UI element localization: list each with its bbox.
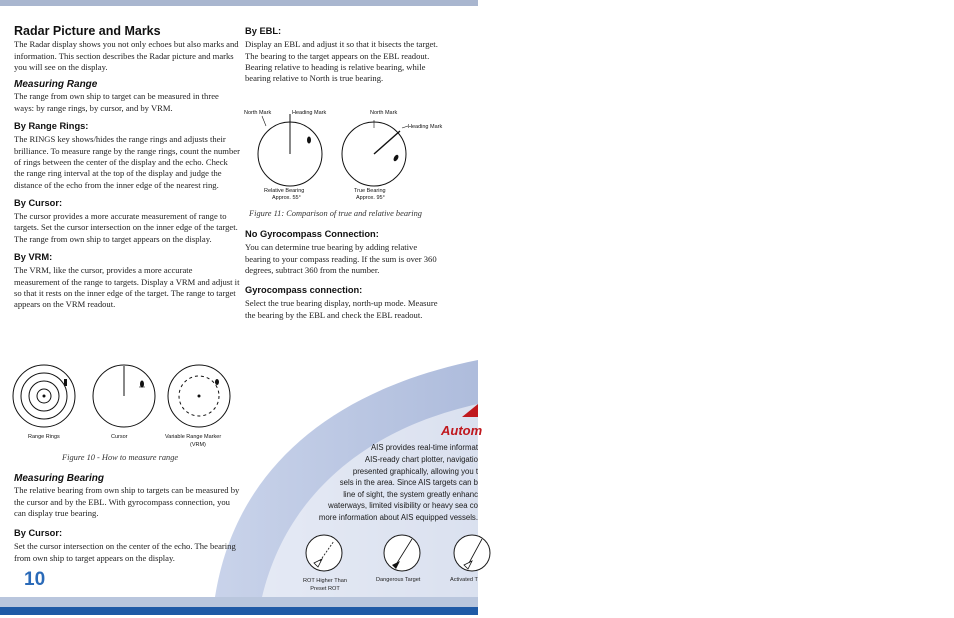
cursor-label: Cursor (111, 434, 128, 440)
dangerous-target-label: Dangerous Target (376, 577, 421, 583)
relative-bearing-diagram (244, 110, 326, 201)
gyro-text: Select the true bearing display, north-up mode. Measure the bearing by the EBL and check the EBL readout. (245, 298, 438, 320)
right-column-lower (245, 229, 445, 321)
rot-higher-label (301, 577, 349, 593)
left-column-lower (14, 473, 240, 564)
figure-11-caption: Figure 11: Comparison of true and relative bearing (249, 209, 422, 218)
vrm-text: The VRM, like the cursor, provides a more accurate measurement of the range to targets. Display a VRM and adjust it so that it rests on the inner edge of the target. The range to target appears on the VRM readout. (14, 265, 240, 310)
ais-line-3: presented graphically, allowing you t (352, 467, 478, 476)
figure-10-diagram (10, 362, 240, 452)
relative-bearing-label: Relative Bearing (264, 188, 305, 194)
vrm-abbrev-label: (VRM) (190, 442, 206, 448)
intro-text: The Radar display shows you not only echoes but also marks and information. This section describes the Radar picture and marks you will see on the display. (14, 39, 239, 72)
ais-line-2: AIS-ready chart plotter, navigatio (364, 455, 478, 464)
ais-line-7: more information about AIS equipped vessels. (318, 513, 478, 522)
ais-line-1: AIS provides real-time informat (370, 443, 478, 452)
north-mark-label-2: North Mark (370, 110, 398, 116)
measuring-range-text: The range from own ship to target can be measured in three ways: by range rings, by cursor, and by VRM. (14, 91, 219, 113)
ebl-text: Display an EBL and adjust it so that it bisects the target. The bearing to the target appears on the EBL readout. Bearing relative to heading is relative bearing, while bearing relative to North is true bearing. (245, 39, 438, 84)
rot-higher-icon (306, 535, 342, 571)
ais-icons (300, 533, 478, 583)
heading-mark-label-1: Heading Mark (292, 110, 327, 116)
measuring-range-heading: Measuring Range (14, 79, 98, 91)
ais-line-6: waterways, limited visibility or heavy sea co (328, 501, 478, 510)
cursor-text: The cursor provides a more accurate measurement of range to targets. Set the cursor intersection on the inner edge of the target. The range from own ship to target appears on the display. (14, 211, 238, 244)
page-number: 10 (24, 569, 46, 590)
range-rings-text: The RINGS key shows/hides the range rings and adjusts their brilliance. To measure range by the range rings, count the number of rings between the center of the display and the echo. Check the range ring interval at the top of the display and judge the distance of the echo from the inner edge of the nearest ring. (14, 134, 240, 190)
range-rings-label: Range Rings (28, 434, 60, 440)
ebl-heading: By EBL: (245, 26, 282, 36)
ais-line-5: line of sight, the system greatly enhanc (343, 490, 478, 499)
rot-higher-label-2: Preset ROT (310, 586, 340, 592)
true-bearing-diagram (342, 110, 442, 201)
heading-mark-label-2: Heading Mark (408, 124, 443, 130)
right-column-top (245, 26, 445, 84)
gyro-heading: Gyrocompass connection: (245, 285, 363, 296)
echo-icon (64, 379, 67, 386)
section-title: Radar Picture and Marks (14, 24, 161, 38)
dangerous-target-icon (384, 535, 420, 571)
rot-higher-label-1: ROT Higher Than (303, 578, 347, 584)
relative-approx-label: Approx. 55° (272, 195, 301, 201)
left-column (14, 26, 240, 311)
activated-target-icon (454, 535, 490, 571)
measuring-bearing-heading: Measuring Bearing (14, 473, 105, 484)
cursor-diagram (93, 365, 155, 427)
range-rings-heading: By Range Rings: (14, 121, 89, 132)
cursor-bearing-text: Set the cursor intersection on the center of the echo. The bearing from own ship to target appears on the display. (14, 541, 236, 563)
measuring-bearing-text: The relative bearing from own ship to targets can be measured by the cursor and by the EBL. With gyrocompass connection, you can display true bearing. (14, 485, 240, 518)
figure-10-caption: Figure 10 - How to measure range (62, 453, 179, 462)
no-gyro-text: You can determine true bearing by adding relative bearing to your compass reading. If the sum is over 360 degrees, subtract 360 from the number. (245, 242, 437, 275)
no-gyro-heading: No Gyrocompass Connection: (245, 229, 379, 239)
ais-line-4: sels in the area. Since AIS targets can b (339, 478, 478, 487)
true-approx-label: Approx. 95° (356, 195, 385, 201)
cursor-bearing-heading: By Cursor: (14, 528, 63, 539)
ais-title: Autom (441, 423, 483, 438)
vrm-label: Variable Range Marker (165, 434, 222, 440)
cursor-heading: By Cursor: (14, 197, 63, 208)
vrm-diagram (168, 365, 230, 427)
figure-11-diagram (242, 106, 452, 206)
true-bearing-label: True Bearing (354, 188, 386, 194)
range-rings-diagram (13, 365, 75, 427)
activated-target-label: Activated T (450, 577, 478, 583)
bottom-bar (0, 597, 478, 618)
north-mark-label-1: North Mark (244, 110, 272, 116)
vrm-heading: By VRM: (14, 252, 53, 263)
